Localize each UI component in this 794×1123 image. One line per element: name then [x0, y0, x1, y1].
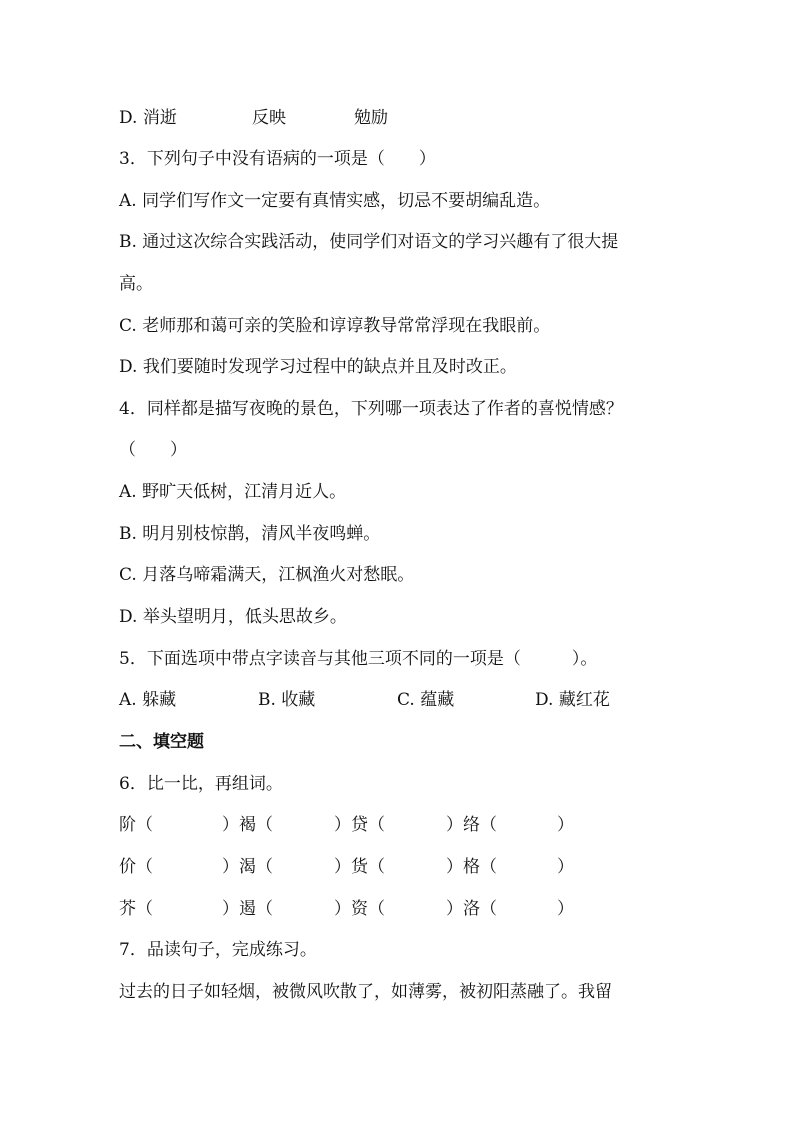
q5-option-d: D. 藏红花 [535, 690, 610, 710]
q4-option-b: B. 明月别枝惊鹊，清风半夜鸣蝉。 [119, 524, 381, 544]
q3-option-c: C. 老师那和蔼可亲的笑脸和谆谆教导常常浮现在我眼前。 [119, 316, 551, 336]
q6-r1-c1: 阶（ [119, 815, 153, 835]
q6-r2-c2: ）渴（ [222, 857, 273, 877]
q3-option-d: D. 我们要随时发现学习过程中的缺点并且及时改正。 [119, 357, 517, 377]
q2-d-word2: 反映 [252, 108, 286, 128]
q5-stem: 5．下面选项中带点字读音与其他三项不同的一项是（ ）。 [119, 649, 598, 669]
q4-stem-line1: 4．同样都是描写夜晚的景色，下列哪一项表达了作者的喜悦情感？ [119, 399, 623, 419]
q3-stem: 3．下列句子中没有语病的一项是（ ） [119, 149, 436, 169]
q2-d-word3: 勉励 [354, 108, 388, 128]
q3-option-b-line1: B. 通过这次综合实践活动，使同学们对语文的学习兴趣有了很大提 [119, 232, 619, 252]
q2-option-d [119, 106, 177, 130]
q4-stem-line2: （ ） [119, 440, 187, 460]
q6-stem: 6．比一比，再组词。 [119, 774, 283, 794]
q4-option-d: D. 举头望明月，低头思故乡。 [119, 607, 347, 627]
q6-r1-c3: ）贷（ [334, 815, 385, 835]
q4-option-a: A. 野旷天低树，江清月近人。 [119, 482, 347, 502]
q6-r3-c1: 芥（ [119, 899, 153, 919]
q6-r3-c4: ）洛（ [446, 899, 497, 919]
q5-option-b: B. 收藏 [258, 690, 316, 710]
q5-option-a: A. 躲藏 [119, 690, 177, 710]
q3-option-a: A. 同学们写作文一定要有真情实感，切忌不要胡编乱造。 [119, 191, 551, 211]
q6-r2-c4: ）格（ [446, 857, 497, 877]
q5-option-c: C. 蕴藏 [397, 690, 455, 710]
q7-stem: 7．品读句子，完成练习。 [119, 940, 317, 960]
section-heading-fill-in: 二、填空题 [119, 732, 204, 752]
q6-r2-c5: ） [557, 857, 574, 877]
q6-r3-c5: ） [557, 899, 574, 919]
q6-r2-c1: 价（ [119, 857, 153, 877]
q6-r1-c5: ） [557, 815, 574, 835]
q4-option-c: C. 月落乌啼霜满天，江枫渔火对愁眠。 [119, 565, 415, 585]
q6-r3-c2: ）遏（ [222, 899, 273, 919]
q6-r2-c3: ）货（ [334, 857, 385, 877]
q2-d-word1: D. 消逝 [119, 108, 177, 128]
q6-r3-c3: ）资（ [334, 899, 385, 919]
q3-option-b-line2: 高。 [119, 274, 153, 294]
q6-r1-c4: ）络（ [446, 815, 497, 835]
q7-passage: 过去的日子如轻烟，被微风吹散了，如薄雾，被初阳蒸融了。我留 [119, 982, 612, 1002]
q6-r1-c2: ）褐（ [222, 815, 273, 835]
